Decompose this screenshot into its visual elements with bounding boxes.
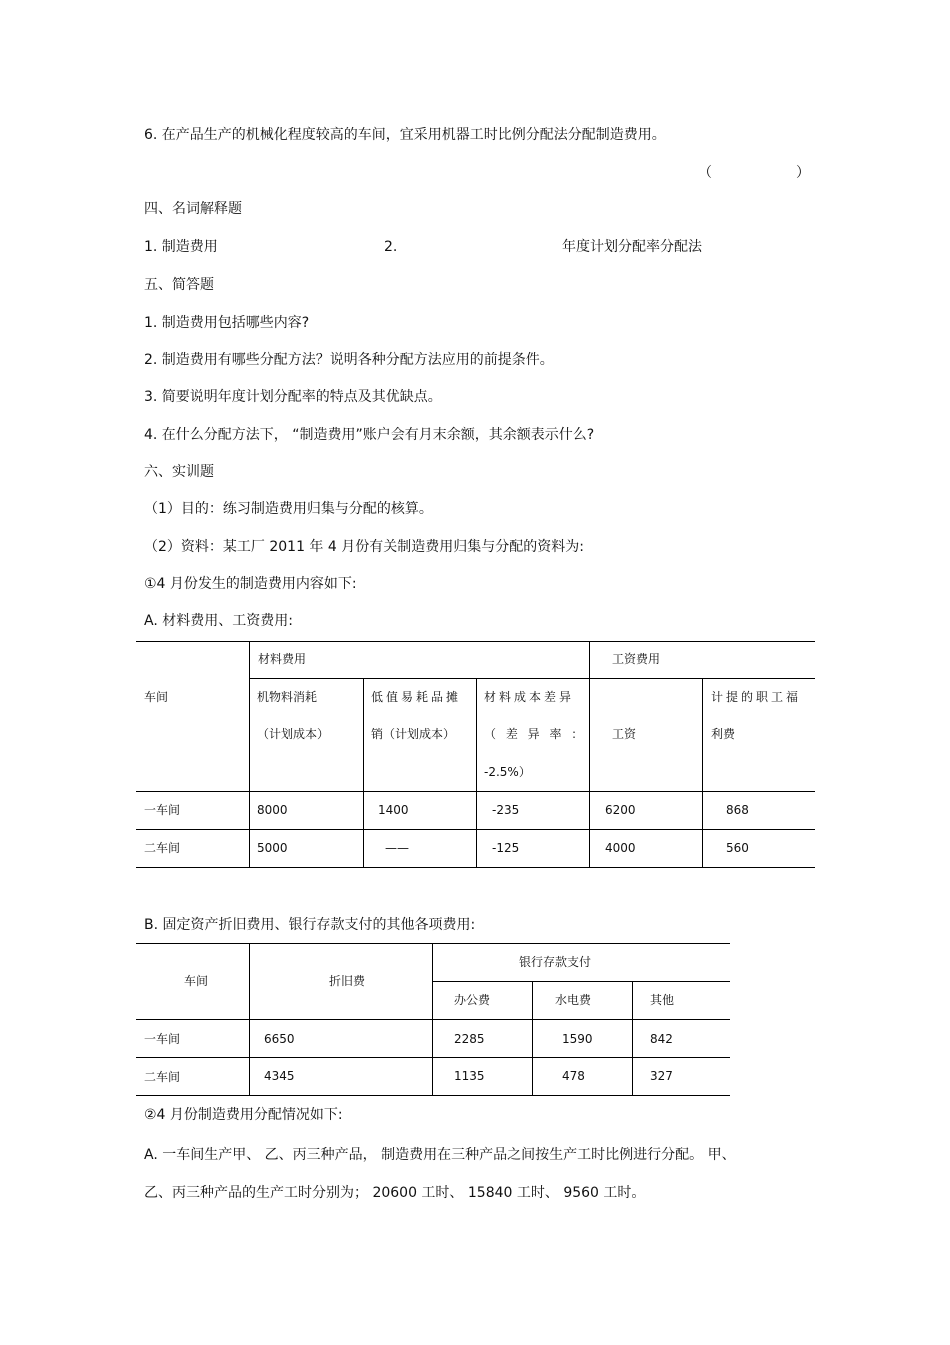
section-6-title: 六、实训题 (144, 464, 214, 480)
cell-value: 1135 (454, 1069, 485, 1083)
table1-col3-line2: （ 差 异 率 ： (484, 727, 587, 741)
table1-head-wage: 工资费用 (612, 652, 661, 666)
table2-head-bank: 银行存款支付 (519, 955, 592, 969)
cell-value: 8000 (257, 803, 288, 817)
term-1: 1. 制造费用 (144, 239, 218, 255)
table1-col2-line1: 低值易耗品摊 (371, 690, 462, 704)
cell-value: -235 (492, 803, 520, 817)
cell-value: —— (385, 841, 409, 855)
data-heading-2: ②4 月份制造费用分配情况如下: (144, 1107, 343, 1123)
short-question: 3. 简要说明年度计划分配率的特点及其优缺点。 (144, 389, 442, 405)
cell-value: 4345 (264, 1069, 295, 1083)
table2-sub-office: 办公费 (454, 993, 491, 1007)
cell-value: 478 (562, 1069, 585, 1083)
material-line: （2）资料：某工厂 2011 年 4 月份有关制造费用归集与分配的资料为: (144, 539, 584, 555)
cell-value: -125 (492, 841, 520, 855)
cell-value: 868 (726, 803, 749, 817)
section-5-title: 五、简答题 (144, 277, 214, 293)
allocation-line-1: A. 一车间生产甲、 乙、丙三种产品， 制造费用在三种产品之间按生产工时比例进行分配。 甲、 (144, 1147, 736, 1163)
table1-head-workshop: 车间 (144, 690, 169, 704)
cell-value: 4000 (605, 841, 636, 855)
paren-close: ） (796, 165, 810, 181)
short-question: 2. 制造费用有哪些分配方法？说明各种分配方法应用的前提条件。 (144, 352, 554, 368)
table2-head-dep: 折旧费 (329, 974, 366, 988)
short-question: 4. 在什么分配方法下， “制造费用”账户会有月末余额，其余额表示什么? (144, 427, 595, 443)
term-2-text: 年度计划分配率分配法 (562, 239, 702, 255)
part-b-heading: B. 固定资产折旧费用、银行存款支付的其他各项费用: (144, 917, 476, 933)
paren-open: （ (698, 165, 712, 181)
table1-col2-line2: 销（计划成本） (371, 727, 456, 741)
cell-value: 1590 (562, 1032, 593, 1046)
cell-value: 6200 (605, 803, 636, 817)
cell-value: 560 (726, 841, 749, 855)
row-name: 一车间 (144, 803, 181, 817)
table1-col3-line1: 材料成本差异 (484, 690, 575, 704)
table1-col1-line2: （计划成本） (257, 727, 330, 741)
purpose-line: （1）目的：练习制造费用归集与分配的核算。 (144, 501, 433, 517)
table1-col1-line1: 机物料消耗 (257, 690, 318, 704)
cell-value: 6650 (264, 1032, 295, 1046)
cell-value: 1400 (378, 803, 409, 817)
row-name: 二车间 (144, 841, 181, 855)
table2-sub-utility: 水电费 (555, 993, 592, 1007)
table1-col3-line3: -2.5%） (484, 765, 531, 779)
table1-col5-line2: 利费 (711, 727, 736, 741)
row-name: 一车间 (144, 1032, 181, 1046)
table2-sub-other: 其他 (650, 993, 675, 1007)
allocation-line-2: 乙、丙三种产品的生产工时分别为； 20600 工时、 15840 工时、 9560 工时。 (144, 1185, 646, 1201)
cell-value: 842 (650, 1032, 673, 1046)
table1-head-material: 材料费用 (258, 652, 307, 666)
section-4-title: 四、名词解释题 (144, 201, 242, 217)
table1-col4: 工资 (612, 727, 637, 741)
part-a-heading: A. 材料费用、工资费用: (144, 613, 293, 629)
data-heading-1: ①4 月份发生的制造费用内容如下: (144, 576, 357, 592)
table2-head-workshop: 车间 (184, 974, 209, 988)
table1-col5-line1: 计提的职工福 (711, 690, 802, 704)
question-6: 6. 在产品生产的机械化程度较高的车间，宜采用机器工时比例分配法分配制造费用。 (144, 127, 666, 143)
term-2-number: 2. (384, 239, 398, 255)
row-name: 二车间 (144, 1070, 181, 1084)
cell-value: 2285 (454, 1032, 485, 1046)
cell-value: 5000 (257, 841, 288, 855)
short-question: 1. 制造费用包括哪些内容? (144, 315, 310, 331)
cell-value: 327 (650, 1069, 673, 1083)
